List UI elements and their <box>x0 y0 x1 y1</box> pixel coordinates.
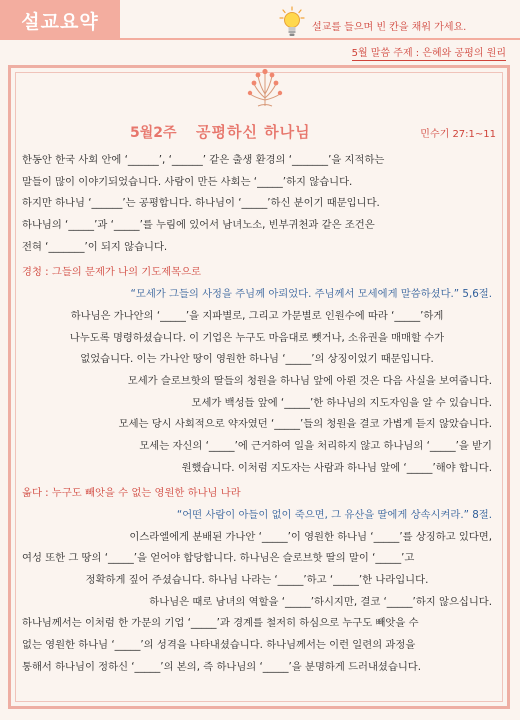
intro-line: 전혀 ‘_______’이 되지 않습니다. <box>22 240 168 253</box>
lightbulb-icon <box>279 6 305 40</box>
body-line: 하나님께서는 이처럼 한 가문의 기업 ‘_____’과 경계를 철저히 하심으로 누구도 빼앗을 수 <box>22 617 419 630</box>
body-line: 통해서 하나님이 정하신 ‘_____’의 본의, 즉 하나님의 ‘_____’을 분명하게 드러내셨습니다. <box>22 660 421 673</box>
intro-line: 말들이 많이 이야기되었습니다. 사람이 만든 사회는 ‘_____’하지 않습니다. <box>22 175 353 188</box>
bible-quote: “어떤 사람이 아들이 없이 죽으면, 그 유산을 딸에게 상속시켜라.” 8절. <box>176 509 492 521</box>
body-line: 모세는 자신의 ‘_____’에 근거하여 일을 처리하지 않고 하나님의 ‘_____’을 받기 <box>139 439 492 452</box>
body-line: 모세는 당시 사회적으로 약자였던 ‘_____’들의 청원을 결코 가볍게 듣지 않았습니다. <box>118 418 492 431</box>
intro-line: 한동안 한국 사회 안에 ‘______’, ‘______’ 같은 출생 환경의 ‘_______’을 지적하는 <box>22 154 385 166</box>
body-line: 하나님은 가나안의 ‘_____’을 지파별로, 그리고 가문별로 인원수에 따라 ‘_____’하게 <box>70 309 444 322</box>
body-line: 이스라엘에게 분배된 가나안 ‘_____’이 영원한 하나님 ‘_____’를 상징하고 있다면, <box>129 530 492 543</box>
body-line: 모세가 슬로브핫의 딸들의 청원을 하나님 앞에 아뢴 것은 다음 사실을 보여줍니다. <box>127 374 492 387</box>
body-line: 나누도록 명령하셨습니다. 이 기업은 누구도 마음대로 뺏거나, 소유권을 매매할 수가 <box>69 331 445 344</box>
sermon-week: 5월2주 <box>130 125 177 141</box>
sermon-title: 공평하신 하나님 <box>196 123 311 141</box>
scripture-reference: 민수기 27:1~11 <box>420 129 496 140</box>
instruction-text: 설교를 들으며 빈 칸을 채워 가세요. <box>312 22 467 33</box>
body-line: 없는 영원한 하나님 ‘_____’의 성격을 나타내셨습니다. 하나님께서는 이런 일련의 과정을 <box>22 639 416 652</box>
intro-line: 하지만 하나님 ‘______’는 공평합니다. 하나님이 ‘_____’하신 분이기 때문입니다. <box>22 197 380 210</box>
body-line: 없었습니다. 이는 가나안 땅이 영원한 하나님 ‘_____’의 상징이었기 때문입니다. <box>80 353 434 366</box>
intro-line: 하나님의 ‘_____’과 ‘_____’를 누림에 있어서 남녀노소, 빈부귀천과 같은 조건은 <box>22 219 375 232</box>
sermon-body <box>22 150 492 679</box>
section-heading-listen: 경청 : 그들의 문제가 나의 기도제목으로 <box>22 266 201 279</box>
flower-decoration-icon <box>246 68 284 108</box>
page-header <box>0 0 520 62</box>
section-heading-right: 옮다 : 누구도 빼앗을 수 없는 영원한 하나님 나라 <box>22 487 241 500</box>
body-line: 여성 또한 그 땅의 ‘_____’을 얻어야 합당합니다. 하나님은 슬로브핫 딸의 말이 ‘_____’고 <box>22 552 415 565</box>
body-line: 원했습니다. 이처럼 지도자는 사람과 하나님 앞에 ‘_____’해야 합니다. <box>181 461 492 474</box>
body-line: 모세가 백성들 앞에 ‘_____’한 하나님의 지도자임을 알 수 있습니다. <box>191 396 492 409</box>
page-title: 설교요약 <box>0 0 120 40</box>
body-line: 정확하게 짚어 주셨습니다. 하나님 나라는 ‘_____’하고 ‘_____’한 나라입니다. <box>85 574 429 587</box>
header-divider <box>120 38 520 40</box>
body-line: 하나님은 때로 남녀의 역할을 ‘_____’하시지만, 결코 ‘_____’하지 않으십니다. <box>149 595 492 608</box>
monthly-theme: 5월 말씀 주제 : 은혜와 공평의 원리 <box>352 44 506 61</box>
bible-quote: “모세가 그들의 사정을 주님께 아뢰었다. 주님께서 모세에게 말씀하셨다.” 5,6절. <box>130 288 492 301</box>
